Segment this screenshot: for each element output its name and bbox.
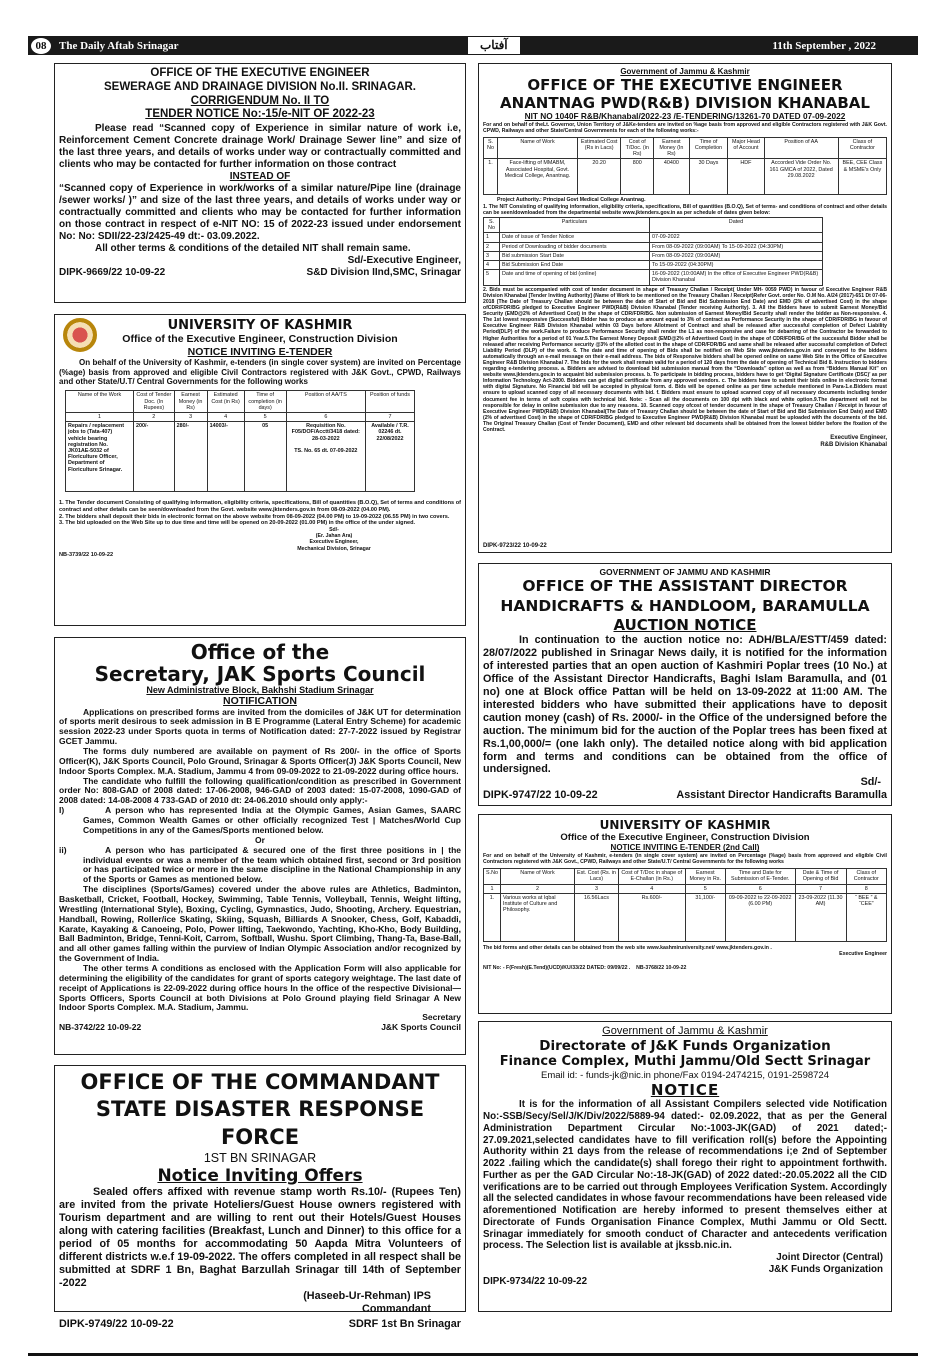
page-number: 08 (31, 38, 51, 54)
table-row (66, 422, 415, 492)
ad-code: DIPK-9723/22 10-09-22 (483, 542, 547, 549)
table-cell: Repairs / replacement jobs to (Tata-407) vehicle bearing registration No. JK01AE-5032 of Floriculture Officer, Department of Floriculture Srinagar. (66, 422, 134, 492)
signature-name: (Haseeb-Ur-Rehman) IPS (303, 1289, 431, 1302)
table-cell: 5 (484, 270, 500, 285)
table-header: Time of Completion (689, 137, 728, 159)
instead-of-heading: INSTEAD OF (229, 171, 291, 183)
ad-code: DIPK-9749/22 10-09-22 (59, 1317, 174, 1330)
table-cell: Bid Submission End Date (500, 261, 650, 270)
ad-code: DIPK-9669/22 10-09-22 (59, 267, 166, 279)
ad-subtitle: Office of the Executive Engineer, Construction Division (560, 832, 810, 844)
paragraph: The forms duly numbered are available on payment of Rs 200/- in the office of Sports Officer(K), J&K Sports Council, Polo Ground, Srinagar & Sports Officer(J) J&K Sports Council, New Indoor Sports Complex. M.A. Stadium, Jammu 4 from 09-09-2022 to 21-09-2022 during office hours. (59, 746, 461, 776)
table-cell: From 08-09-2022 (09:00AM) To 15-09-2022 (04:30PM) (650, 242, 823, 251)
ad-footer (59, 1023, 461, 1033)
tender-table (65, 390, 415, 492)
paragraph: It is for the information of all Assistant Compilers selected vide Notification No:-SSB/Secy/Sel/J/K/Div/2022/5889-94 dated:- 02.09.2022, that as per the General Administration Department Circular No:-1003-JK(GAD) of 2021 dated;- 27.09.2021,selected candidates have to fill verification roll(s) before the Appointing Authority within 21 days from the release of recommendations i;e 2nd of September 2022 .failing which the candidate(s) shall forego their right to appointment forthwith. Further as per the GAD Circular No:-18-JK(GAD) of 2022 dated:-20.05.2022 all the CID verifications are to be carried out through Employees Verification System. Accordingly all the selected candidates in whose favour recommendations have been released vide aforementioned Notification are hereby informed to present themselves either at Directorate of Funds Organisation Finance Complex, Muthi Jammu or Old Sectt. Srinagar immediately for smooth conduct of Character and antecedents verification process. The Selection list is available at jkssb.nic.in. (483, 1099, 887, 1252)
newspaper-name: The Daily Aftab Srinagar (59, 39, 179, 52)
note-item: 3. The bid uploaded on the Web Site up to due time and time will be opened on 20-09-2022 (01.00 PM) in the office of the under signed. (59, 520, 416, 527)
table-header: Estimated Cost (Rs in Lacs) (578, 137, 621, 159)
ad-title: UNIVERSITY OF KASHMIR (167, 318, 353, 333)
table-row (484, 233, 823, 242)
table-cell: Requisition No. F05/DOF/Acctt/3418 dated: 28-03-2022 TS. No. 65 dt. 07-09-2022 (286, 422, 365, 492)
ad-footer (483, 789, 887, 802)
ad-code: DIPK-9734/22 10-09-22 (483, 1275, 588, 1287)
ad-title: OFFICE OF THE EXECUTIVE ENGINEER (527, 76, 843, 95)
table-cell: HDF (728, 159, 764, 195)
table-header: Earnest Money (In Rs) (654, 137, 689, 159)
ad-office: Assistant Director Handicrafts Baramulla (676, 789, 887, 802)
project-authority: Project Authority.: Principal Govt Medical College Anantnag. (497, 197, 646, 204)
notice-heading: NOTICE INVITING E-TENDER (187, 345, 333, 358)
ad-battalion: 1ST BN SRINAGAR (203, 1150, 317, 1165)
signature: Executive Engineer (839, 951, 887, 958)
nit-reference: NIT No: - F(Fresh)(E.Tend)(UCD)/KU/33/22 DATED: 09/09/22 . (483, 965, 631, 972)
table-cell: BEE, CEE Class & MSME's Only (838, 159, 886, 195)
table-cell: 23-09-2022 (11.30 AM) (795, 893, 846, 941)
table-cell: 6 (725, 884, 795, 893)
table-cell: Accorded Vide Order No. 161 GMCA of 2022, Dated 29.08.2022 (764, 159, 838, 195)
ad-footer (59, 267, 461, 279)
newspaper-logo: آفتاب (468, 37, 520, 54)
nit-number: NIT NO 1040F R&B/Khanabal/2022-23 /E-TENDERING/13261-70 DATED 07-09-2022 (524, 111, 846, 122)
table-cell: 09-09-2022 to 22-09-2022 (6.00 PM) (725, 893, 795, 941)
ad-code: NB-3768/22 10-09-22 (636, 965, 687, 972)
handicrafts-auction-ad (478, 563, 892, 806)
table-cell: 3 (574, 884, 618, 893)
table-row (484, 270, 823, 285)
paragraph: “Scanned copy of Experience in work/works of a similar nature/Pipe line (drainage /sewer works/ )” and size of the last three years, and details of works under way or contractually committed and clients who may be contacted for further information on those contract in respect of e-NIT NO: 15 of 2022-23 issued under endorsement No: No: SDII/22-23/2425-49 dt:- 03.09.2022. (59, 183, 461, 243)
ad-office: SDRF 1st Bn Srinagar (348, 1317, 461, 1330)
table-header-row (484, 869, 887, 884)
table-row (484, 893, 887, 941)
table-cell: Date and time of opening of bid (online) (500, 270, 650, 285)
notice-heading: AUCTION NOTICE (613, 615, 757, 634)
signature: Sd/- (Er. Jahan Ara) Executive Engineer, Mechanical Division, Srinagar (297, 527, 371, 552)
table-cell: 280/- (174, 422, 207, 492)
govt-heading: Government of Jammu & Kashmir (620, 67, 750, 76)
table-cell: 2 (500, 884, 574, 893)
table-header: Earnest Money (in Rs) (174, 391, 207, 413)
ad-subtitle: STATE DISASTER RESPONSE FORCE (95, 1097, 425, 1149)
table-cell: 200/- (134, 422, 175, 492)
signature: Sd/- (860, 776, 881, 789)
paragraph: On behalf of the University of Kashmir, e-tenders (in single cover system) are invited on Percentage (%age) basis from approved and eligible Civil Contractors registered with J&K Govt., CPWD, Railways and other State/U.T/ Central Governments for the following works (59, 358, 461, 386)
issue-date: 11th September , 2022 (772, 39, 876, 52)
or-label: Or (255, 834, 265, 845)
table-cell: 05 (244, 422, 286, 492)
paragraph: All other terms & conditions of the detailed NIT shall remain same. (95, 243, 411, 255)
ad-title: Office of the (190, 640, 330, 664)
table-cell: Period of Downloading of bidder documents (500, 242, 650, 251)
table-header: Major Head of Account (728, 137, 764, 159)
table-header: S. No (484, 218, 500, 233)
table-header-row (66, 391, 415, 413)
table-cell: 16.56Lacs (574, 893, 618, 941)
table-number-row (484, 884, 887, 893)
ad-office: J&K Sports Council (381, 1022, 461, 1033)
table-cell: 7 (365, 413, 414, 422)
table-header: Earnest Money in Rs. (685, 869, 725, 884)
note-item: 2. The bidders shall deposit their bids in electronic format on the above website from 08-09-2022 (04.00 PM) to 19-09-2022 (06.55 PM) in two covers. (59, 513, 450, 520)
table-cell: 1. (484, 893, 501, 941)
ad-subtitle: Secretary, JAK Sports Council (94, 662, 426, 686)
table-header: Name of Work (498, 137, 578, 159)
table-cell: Face-lifting of MMABM, Associated Hospital, Govt. Medical College, Anantnag. (498, 159, 578, 195)
table-cell: Bid submission Start Date (500, 251, 650, 260)
notice-heading: NOTICE (650, 1081, 720, 1100)
list-marker: I) (59, 805, 65, 816)
signature: Sd/-Executive Engineer, (347, 255, 461, 267)
note-item: 1. The Tender document Consisting of qualifying information, eligibility criteria, specifications, Bill of quantities (B.O.Q), Set of terms and conditions of contract and other details can be seen/downloaded from the Govt. website www.jktenders.gov.in from 08-09-2022 (04.00 PM). (59, 500, 461, 513)
nit-number (483, 965, 887, 971)
pwd-khanabal-tender-ad (478, 63, 892, 553)
ad-address: New Administrative Block, Bakhshi Stadium Srinagar (146, 685, 374, 695)
university-kashmir-tender-ad (54, 314, 466, 626)
university-seal (63, 318, 97, 352)
funds-organization-notice-ad (478, 1021, 892, 1312)
sdrf-offers-ad (54, 1065, 466, 1330)
ad-title: OFFICE OF THE EXECUTIVE ENGINEER (150, 67, 370, 79)
notice-heading: Notice Inviting Offers (157, 1165, 363, 1186)
table-cell: 4 (484, 261, 500, 270)
table-row (484, 251, 823, 260)
tender-notice-number: TENDER NOTICE No:-15/e-NIT OF 2022-23 (145, 108, 375, 121)
table-cell: 5 (244, 413, 286, 422)
ad-subtitle: HANDICRAFTS & HANDLOOM, BARAMULLA (500, 596, 870, 615)
table-cell: 7 (795, 884, 846, 893)
table-cell: 2 (484, 242, 500, 251)
ad-title: Directorate of J&K Funds Organization (539, 1038, 831, 1055)
ad-code: NB-3739/22 10-09-22 (59, 551, 114, 558)
table-cell: 1 (66, 413, 134, 422)
ad-title: OFFICE OF THE ASSISTANT DIRECTOR (522, 577, 848, 596)
ad-office: S&D Division IInd,SMC, Srinagar (306, 267, 461, 279)
table-header-row (484, 137, 887, 159)
list-text: A person who has represented India at the Olympic Games, Asian Games, SAARC Games, Common Wealth Games or other officially recognized Test | Matches/World Cup Competitions in any of the Games/Sports mentioned below. (83, 805, 461, 835)
table-cell: Available / T.R. 02246 dt. 22/08/2022 (365, 422, 414, 492)
sewerage-corrigendum-ad (54, 63, 466, 303)
signature-office: R&B Division Khanabal (820, 442, 887, 449)
table-header: Name of Work (500, 869, 574, 884)
table-cell: Various works at Iqbal Institute of Culture and Philosophy. (500, 893, 574, 941)
table-number-row (66, 413, 415, 422)
table-header: Date & Time of Opening of Bid (795, 869, 846, 884)
signature-designation: Joint Director (Central) (776, 1252, 883, 1264)
list-marker: ii) (59, 844, 67, 855)
ad-code: NB-3742/22 10-09-22 (59, 1022, 142, 1033)
table-header: Estimated Cost (in Rs) (207, 391, 244, 413)
ad-subtitle: ANANTNAG PWD(R&B) DIVISION KHANABAL (500, 94, 870, 113)
table-row (484, 242, 823, 251)
paragraph: The candidate who fulfill the following qualification/condition as prescribed in Government order No: 808-GAD of 2008 dated: 17-06-2008, 946-GAD of 2003 dated: 15-07-2008, 1090-GAD of 2008 dated: 14-08-2008 4 733-GAD of 2010 dt: 24-06.2010 should only apply:- (59, 775, 461, 806)
table-cell: 2 (134, 413, 175, 422)
signature: Secretary (422, 1012, 461, 1023)
table-cell: 1 (484, 884, 501, 893)
ad-footer (59, 1318, 461, 1331)
ad-title: OFFICE OF THE COMMANDANT (80, 1070, 440, 1094)
table-cell: 30 Days (689, 159, 728, 195)
table-header: Cost of T/Doc. (in Rs) (621, 137, 654, 159)
notification-heading: NOTIFICATION (223, 695, 297, 708)
bottom-rule (28, 1353, 918, 1356)
table-cell: Rs.600/- (618, 893, 685, 941)
table-cell: 3 (174, 413, 207, 422)
signature-designation: Executive Engineer, (830, 435, 887, 442)
corrigendum-title: CORRIGENDUM No. II TO (190, 94, 330, 107)
list-text: A person who has participated & secured one of the first three positions in | the individual events or was a member of the team which obtained first, second or 3rd position or has participated twice or more in the same discipline in the National Championship in any of the Sports or Games as mentioned below. (83, 844, 461, 885)
table-header: Time and Date for Submission of E-Tender. (725, 869, 795, 884)
table-header: S.No (484, 869, 501, 884)
table-header: S. No (484, 137, 498, 159)
table-cell: 1. (484, 159, 498, 195)
table-row (484, 261, 823, 270)
table-header: Position of AA/TS (286, 391, 365, 413)
table-cell: 07-09-2022 (650, 233, 823, 242)
paragraph: Applications on prescribed forms are invited from the domiciles of J&K UT for determination of sports merit desirous to seek admission in B E Programme (Lateral Entry Scheme) for academic session 2022-23 under Sports quota in terms of Notification dated: 27-7-2022 issued by Registrar GCET Jammu. (59, 706, 461, 747)
table-cell: 5 (685, 884, 725, 893)
newspaper-header (28, 36, 918, 55)
website-note: The bid forms and other details can be obtained from the web site www.kashmiruniversity.net/ www.jktenders.gov.in . (483, 944, 772, 951)
table-cell: 16-09-2022 (10:00AM) In the office of Executive Engineer PWD(R&B) Division Khanabal (650, 270, 823, 285)
table-header: Name of the Work (66, 391, 134, 413)
table-cell: 4 (207, 413, 244, 422)
table-cell: “ BEE ” & “CEE” (846, 893, 886, 941)
table-cell: 14003/- (207, 422, 244, 492)
ad-title: UNIVERSITY OF KASHMIR (599, 818, 771, 832)
sports-council-notification-ad (54, 637, 466, 1055)
ad-subtitle: Finance Complex, Muthi Jammu/Old Sectt Srinagar (499, 1054, 871, 1070)
ad-code: DIPK-9747/22 10-09-22 (483, 789, 598, 802)
table-cell: From 08-09-2022 (09:00AM) (650, 251, 823, 260)
terms-body: 2. Bids must be accompanied with cost of tender document in shape of Treasury Challan / Receipt( Under MH- 0059 PWD) in favour of Executive Engineer R&B Division Khanabal [Tender Inviting Authority] (Name of Work to be mentioned on the Treasury Challan / Receipt)Refer Govt. order No. O.M No. A/24 (2017)-651 Dt 07-06-2018 (The Date of Treasury Challan should be between the date of Start of Bid and Bid Submission End Date) and EMD (2% of advertised Cost) in the shape ofCDR/FDR/BG pledged to Executive Engineer PWD(R&B) Division Khanabal (Tender receiving Authority). 3. All the Bidders have to submit Earnest Money/Bid Security (EMD@2% of Advertised Cost) in the shape of CDR/FDR/BG. Non submission of Earnest Money/Bid Security shall render the bidder as Non-responsive. 4. The 1st lowest responsive (Successful) Bidder has to produce an amount equal to 3% of contract as Performance Security in the shape of CDR/FDR/BG in favour of Executive Engineer R&B Division Khanabal within 03 Days before Allotment of Contract and shall be released after successful completion of Defect Liability Period(DLP) of the work.Failure to produce Performance Security shall render the L1 as non-responsive and case for debarring of the Contractor be forwarded to Higher Authorities for a period of 01 Year.5.The Earnest Money Deposit (EMD@2% of Advertised Cost) in the shape of CDR/FDR/BG of the successful Bidder shall be released after receiving Performance security @3% of the allotted cost in the shape of CDR/FDR/BG and same shall be released after successful completion of Defect Liability Period (DLP) of the work. 6. The date and time of opening of Bids shall be notified on Web Site www.jktenders.gov.in and conveyed to the bidders automatically through an e-mail message on their e-mail address. The bids of Responsive bidders shall be opened online on same Web Site in the Office of Executive Engineer R&B Division Khanabal 7. The bids for the work shall remain valid for a period of 120 days from the date of opening of Technical Bid 8. Instruction to bidders regarding e-tendering process. a. Bidders are advised to download bid submission manual from the “Downloads” option as well as from “Bidders Manual Kit” on website www.jktenders.gov.in to acquaint bid submission process. b. To participate in bidding process, bidders have to get ‘Digital Signature Certificate (DSC)’ as per Information Technology Act-2000. Bidders can get digital certificate from any approved vendors. c. The bidders have to submit their bids online in electronic format with digital Signature. No Financial bid will be accepted in physical form. d. Bids will be opened online as per time schedule mentioned in Para-1.e.Bidders must ensure to upload scanned copy of all necessary documents with bid. f. Bidders must ensure to upload scanned copy of all necessary documents including tender document fee in terms of soft copies with technical bid. Note: - Scan all the documents on 100 dpi with black and white option.9.The department will not be responsible for delay in online submission due to any reasons. 10. Scanned copy ofcost of tender document in the shape of Treasury Challan / Receipt in favour of Executive Engineer PWD(R&B) Division Khanabal(The Date of Treasury Challan should be between the date of Start of Bid and Bid Submission End Date) and EMD (2% of advertised Cost) in the shape of CDR/FDR/BG pledged to Executive Engineer PWD(R&B) Division Khanabal must be uploaded with the documents of the bid. The Original Treasury Challan (Cost of Tender Document), EMD and other relevant bid documents shall be obtained from the lowest bidder before the fixation of the Contract. (483, 286, 887, 434)
table-header: Class of Contractor (846, 869, 886, 884)
table-header: Dated (650, 218, 823, 233)
table-row (484, 159, 887, 195)
paragraph: Please read “Scanned copy of Experience in similar nature of work i.e, Reinforcement Cement Concrete drainage Work/ Drainage Sewer line” and size of the last three years, and details of works under way or contractually committed and clients who may be contacted for further information on those contract (59, 123, 461, 171)
table-cell: Date of issue of Tender Notice (500, 233, 650, 242)
schedule-table (483, 217, 823, 286)
table-cell: To 15-09-2022 (04:30PM) (650, 261, 823, 270)
note-item: 1. The NIT Consisting of qualifying information, eligibility criteria, specifications, Bill of quantities (B.O.Q), Set of terms- and conditions of contract and other details can be seen/downloaded from the departmental website www.jktenders.gov.in as per schedule of dates given below: (483, 203, 887, 216)
paragraph: Sealed offers affixed with revenue stamp worth Rs.10/- (Rupees Ten) are invited from the private Hoteliers/Guest House owners registered with Tourism department and are willing to rent out their Hotels/Guest Houses along with catering facilities (Breakfast, Lunch and Dinner) to this office for a period of 05 months for accommodating 50 Aapda Mitra Volunteers of different districts w.e.f 19-09-2022. The offers completed in all respect shall be submitted at SDRF 1 Bn, Baghat Barzullah Srinagar till 14th of September -2022 (59, 1186, 461, 1289)
signature-office: J&K Funds Organization (768, 1263, 883, 1275)
table-cell: 40400 (654, 159, 689, 195)
notice-heading: NOTICE INVITING E-TENDER (2nd Call) (610, 843, 760, 853)
list-item (59, 806, 461, 836)
table-header: Position of funds (365, 391, 414, 413)
table-cell: 4 (618, 884, 685, 893)
ad-subtitle: Office of the Executive Engineer, Construction Division (122, 333, 398, 346)
ad-subtitle: SEWERAGE AND DRAINAGE DIVISION No.II. SRINAGAR. (103, 80, 416, 93)
table-header-row (484, 218, 823, 233)
list-item (59, 846, 461, 885)
paragraph: For and on behalf of the University of Kashmir, e-tenders (in single cover system) are invited on Percentage (%age) basis from approved and eligible Civil Contractors registered with J&K Govt., CPWD, Railways and other State/U.T/ Central Governments for the following works (483, 852, 887, 866)
table-cell: 1 (484, 233, 500, 242)
paragraph: In continuation to the auction notice no: ADH/BLA/ESTT/459 dated: 28/07/2022 published in Srinagar News daily, it is notified for the information of interested parties that an open auction of Kashmiri Poplar trees (10 No.) at Office of the Assistant Director Handicrafts, Baghi Islam Baramulla, and (01 no) one at Block office Pattan will be held on 13-09-2022 at 11:00 AM. The interested bidders who have submitted their applications have to deposit caution money (cash) of Rs. 2000/- in the Office of the undersigned before the auction. The minimum bid for the auction of the Poplar trees has been fixed at Rs.1,00,000/= (one lakh only). The detailed notice along with bid application form and terms and conditions can be obtained from the office of undersigned. (483, 633, 887, 776)
table-header: Time of completion (in days) (244, 391, 286, 413)
table-header: Cost of Tender Doc. (In Rupees) (134, 391, 175, 413)
paragraph: For and on behalf of theLt. Governor, Union Territory of J&Ke-tenders are invited on %age basis from approved and eligible Contractors registered with J&K Govt. CPWD, Railways and other State/Central Governments for each of the following works:- (483, 122, 887, 135)
university-kashmir-2nd-call-ad (478, 814, 892, 1014)
contact-line: Email id: - funds-jk@nic.in phone/Fax 0194-2474215, 0191-2598724 (541, 1069, 829, 1081)
tender-table (483, 868, 887, 942)
table-header: Particulars (500, 218, 650, 233)
table-cell: 6 (286, 413, 365, 422)
table-header: Position of AA (764, 137, 838, 159)
works-table (483, 137, 887, 196)
table-cell: 3 (484, 251, 500, 260)
table-header: Cost of T/Doc in shape of E-Challan (in Rs.) (618, 869, 685, 884)
paragraph: The other terms A conditions as enclosed with the Application Form will also applicable for determining the eligibility of the candidates for grant of sports category weightage. The last date of receipt of Applications is 22-09-2022 during office hours In the office of the respective Divisional—Sports Officers, Sports Council at both Divisions at Polo Ground playing field Srinagar A New Indoor Sports Complex. M.A. Stadium, Jammu. (59, 962, 461, 1013)
govt-heading: Government of Jammu & Kashmir (602, 1025, 768, 1037)
table-cell: 31,100/- (685, 893, 725, 941)
signature-designation: Commandant (362, 1302, 431, 1315)
table-header: Est. Cost (Rs. in Lacs) (574, 869, 618, 884)
paragraph: The disciplines (Sports/Games) covered under the above rules are Athletics, Badminton, Basketball, Cricket, Football, Hockey, Swimming, Table Tennis, Volleyball, Tennis, Weight lifting, Wrestling (International Style), Boxing, Cycling, Gymnastics, Judo, Shooting, Archery. Equestrian, Handball, Rowing, Roller/ice Skating, Skiing, Squash, Billiards A Snooker, Chess, Golf, Kabaddi, Karate, Kayaking & Canoeing, Polo, Power lifting, Taekwondo, Yachting, Kho-Kho, Body Building, Ball Badminton, Bridge, Tenni-Koit, Carrom, Softball, Wushu. Sport Climbing, Thang-Ta, Base-Ball, and all other games falling within the purview of Indian Olympic Association and/or recognized by the Government of India. (59, 884, 461, 964)
govt-heading: GOVERNMENT OF JAMMU AND KASHMIR (599, 567, 771, 577)
table-cell: 8 (846, 884, 886, 893)
table-cell: 20.20 (578, 159, 621, 195)
table-header: Class of Contractor (838, 137, 886, 159)
table-cell: 800 (621, 159, 654, 195)
